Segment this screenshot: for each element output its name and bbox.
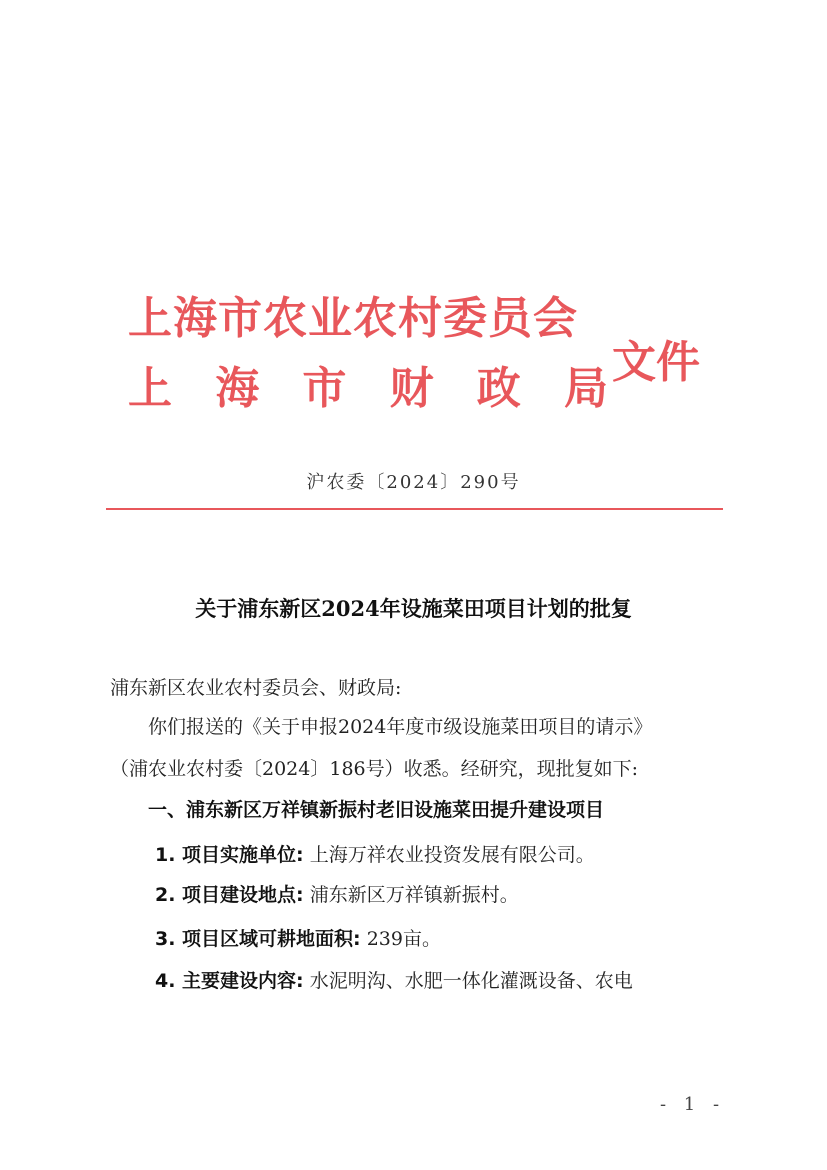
item-label: 3. 项目区域可耕地面积: xyxy=(155,928,361,950)
body-paragraph-line-2: （浦农业农村委〔2024〕186号）收悉。经研究，现批复如下: xyxy=(110,758,639,780)
item-label: 4. 主要建设内容: xyxy=(155,970,304,992)
issuer-char: 上 xyxy=(128,363,172,414)
issuer-char: 政 xyxy=(476,363,521,414)
list-item xyxy=(155,840,595,867)
issuer-char: 市 xyxy=(302,363,347,414)
item-value: 浦东新区万祥镇新振村。 xyxy=(303,884,519,906)
page-number: - 1 - xyxy=(660,1094,726,1115)
document-title: 关于浦东新区2024年设施菜田项目计划的批复 xyxy=(195,596,632,621)
red-divider xyxy=(106,508,723,510)
document-number: 沪农委〔2024〕290号 xyxy=(306,472,521,493)
issuer-char: 财 xyxy=(389,363,434,414)
body-paragraph-line-1: 你们报送的《关于申报2024年度市级设施菜田项目的请示》 xyxy=(148,716,653,738)
item-value: 上海万祥农业投资发展有限公司。 xyxy=(303,844,595,866)
item-label: 1. 项目实施单位: xyxy=(155,844,304,866)
issuer-char: 局 xyxy=(563,363,608,414)
salutation: 浦东新区农业农村委员会、财政局: xyxy=(110,677,402,699)
section-heading: 一、浦东新区万祥镇新振村老旧设施菜田提升建设项目 xyxy=(148,799,605,821)
list-item xyxy=(155,924,441,951)
list-item xyxy=(155,880,519,907)
issuer-suffix: 文件 xyxy=(612,337,700,388)
issuer-name-agriculture: 上海市农业农村委员会 xyxy=(128,293,578,344)
issuer-name-finance xyxy=(128,352,608,416)
item-value: 水泥明沟、水肥一体化灌溉设备、农电 xyxy=(303,970,633,992)
item-label: 2. 项目建设地点: xyxy=(155,884,304,906)
list-item xyxy=(155,966,633,993)
issuer-char: 海 xyxy=(215,363,260,414)
item-value: 239亩。 xyxy=(360,928,441,950)
